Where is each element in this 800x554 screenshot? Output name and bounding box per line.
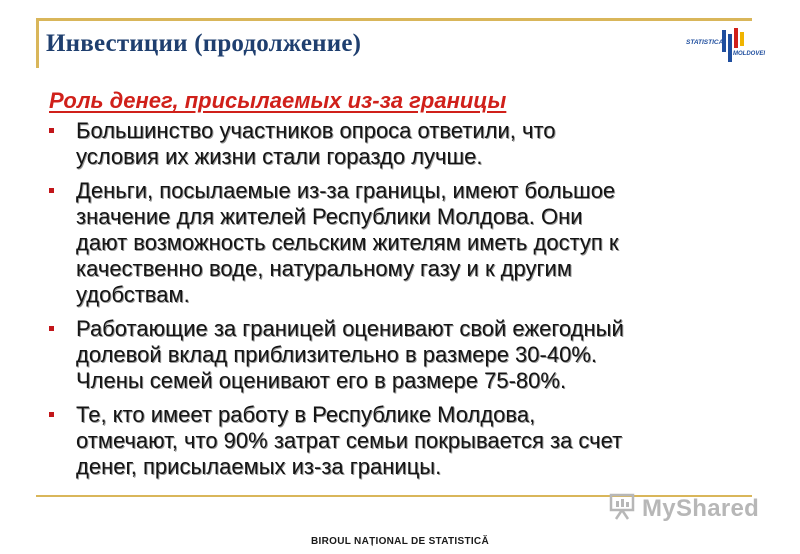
- bullet-item: [46, 178, 766, 308]
- footer-organization: BIROUL NAȚIONAL DE STATISTICĂ: [311, 536, 489, 547]
- title-accent-bar: [36, 18, 39, 68]
- bullet-marker: [49, 188, 54, 193]
- bullet-line: долевой вклад приблизительно в размере 30-40%.: [76, 342, 597, 367]
- bullet-line: качественно воде, натуральному газу и к другим: [76, 256, 572, 281]
- section-subtitle: Роль денег, присылаемых из-за границы: [49, 88, 507, 113]
- bullet-line: дают возможность сельским жителям иметь доступ к: [76, 230, 619, 255]
- myshared-watermark: [608, 494, 768, 524]
- bullet-marker: [49, 412, 54, 417]
- bullet-line: Деньги, посылаемые из-за границы, имеют большое: [76, 178, 616, 203]
- bullet-list: [46, 118, 766, 488]
- bullet-line: отмечают, что 90% затрат семьи покрывается за счет: [76, 428, 623, 453]
- bullet-line: Члены семей оценивают его в размере 75-80%.: [76, 368, 567, 393]
- bullet-line: удобствам.: [76, 282, 190, 307]
- bullet-line: Те, кто имеет работу в Республике Молдова,: [76, 402, 536, 427]
- slide-title: Инвестиции (продолжение): [46, 30, 362, 57]
- bullet-item: [46, 118, 766, 170]
- bullet-marker: [49, 326, 54, 331]
- statistica-moldovei-logo: [686, 28, 766, 68]
- bullet-line: условия их жизни стали гораздо лучше.: [76, 144, 483, 169]
- bullet-item: [46, 402, 766, 480]
- bullet-item: [46, 316, 766, 394]
- bullet-line: денег, присылаемых из-за границы.: [76, 454, 442, 479]
- bullet-line: значение для жителей Республики Молдова. Они: [76, 204, 583, 229]
- watermark-text: MyShared: [642, 495, 760, 522]
- bullet-line: Большинство участников опроса ответили, что: [76, 118, 556, 143]
- logo-text-top: STATISTICA: [686, 39, 724, 46]
- bullet-marker: [49, 128, 54, 133]
- logo-text-bottom: MOLDOVEI: [733, 51, 766, 57]
- top-divider: [36, 18, 752, 21]
- presentation-board-icon: [608, 492, 638, 527]
- bullet-line: Работающие за границей оценивают свой ежегодный: [76, 316, 624, 341]
